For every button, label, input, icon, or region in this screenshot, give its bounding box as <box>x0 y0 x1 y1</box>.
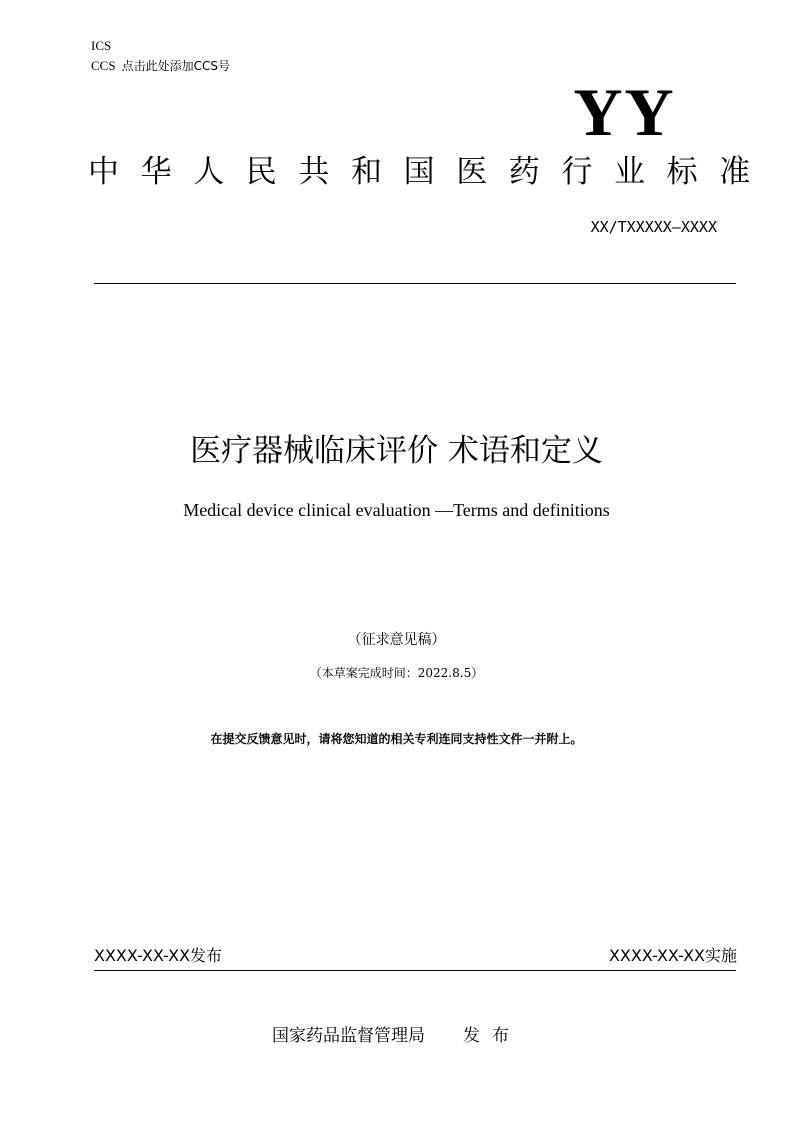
yy-logo: YY <box>573 74 676 150</box>
publish-action: 发布 <box>463 1026 521 1046</box>
bottom-divider <box>94 970 736 971</box>
publisher-name: 国家药品监督管理局 <box>272 1026 425 1046</box>
document-title-cn: 医疗器械临床评价 术语和定义 <box>190 433 603 469</box>
draft-completion-time: （本草案完成时间：2022.8.5） <box>309 666 484 680</box>
ccs-label: CCS <box>91 58 116 73</box>
ccs-row <box>91 58 230 74</box>
issue-date: XXXX-XX-XX发布 <box>94 946 223 965</box>
ics-label: ICS <box>91 38 112 53</box>
implementation-date: XXXX-XX-XX实施 <box>608 946 737 965</box>
standard-title: 中华人民共和国医药行业标准 <box>88 154 772 190</box>
document-title-en: Medical device clinical evaluation —Terms and definitions <box>183 500 610 520</box>
draft-label: （征求意见稿） <box>347 632 446 648</box>
standard-number: XX/TXXXXX—XXXX <box>590 218 717 236</box>
ccs-placeholder-field[interactable]: 点击此处添加CCS号 <box>121 59 230 73</box>
top-divider <box>94 283 736 284</box>
patent-notice: 在提交反馈意见时，请将您知道的相关专利连同支持性文件一并附上。 <box>210 732 583 746</box>
publisher-row <box>0 1025 793 1047</box>
